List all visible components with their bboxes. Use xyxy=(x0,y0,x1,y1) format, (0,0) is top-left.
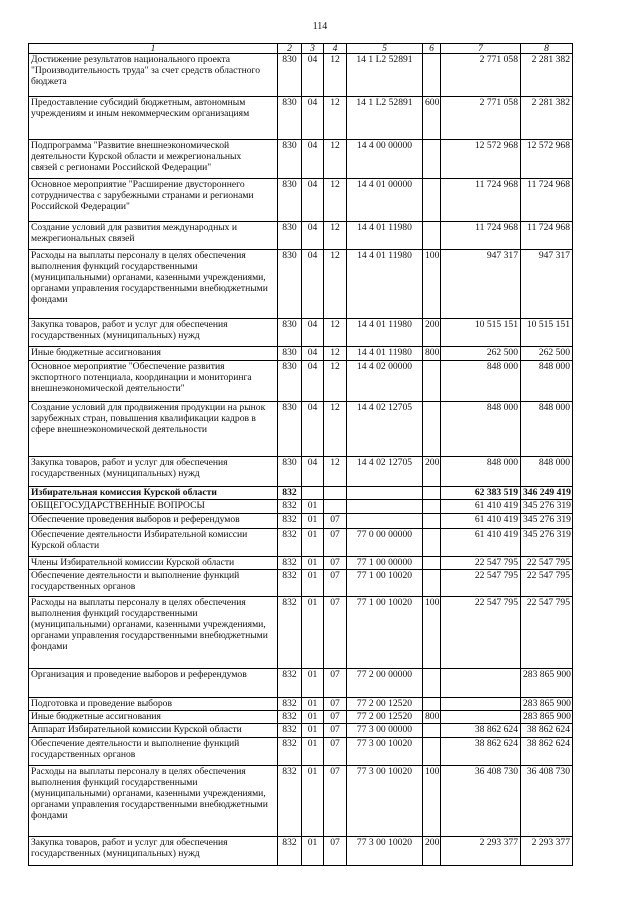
amount-cell-col7: 61 410 419 xyxy=(441,529,521,557)
table-row xyxy=(29,766,573,837)
table-row xyxy=(29,347,573,361)
amount-cell-col7: 61 410 419 xyxy=(441,500,521,514)
amount-cell-col7 xyxy=(441,669,521,698)
section-cell: 01 xyxy=(302,711,324,724)
section-cell: 04 xyxy=(302,319,324,347)
target-article-cell: 77 1 00 00000 xyxy=(347,557,423,570)
expense-type-cell xyxy=(423,529,441,557)
section-cell: 04 xyxy=(302,140,324,179)
table-row xyxy=(29,738,573,766)
amount-cell-col7: 38 862 624 xyxy=(441,738,521,766)
expense-type-cell xyxy=(423,222,441,250)
amount-cell-col7: 2 293 377 xyxy=(441,837,521,866)
column-number-header: 6 xyxy=(423,44,441,54)
amount-cell-col8: 10 515 151 xyxy=(521,319,573,347)
ministry-code-cell: 830 xyxy=(278,457,302,487)
ministry-code-cell: 832 xyxy=(278,724,302,738)
target-article-cell: 77 3 00 00000 xyxy=(347,724,423,738)
description-cell: Иные бюджетные ассигнования xyxy=(29,347,278,361)
amount-cell-col8: 848 000 xyxy=(521,457,573,487)
ministry-code-cell: 830 xyxy=(278,97,302,140)
amount-cell-col8: 345 276 319 xyxy=(521,514,573,529)
expense-type-cell: 200 xyxy=(423,457,441,487)
table-header-row xyxy=(29,44,573,54)
description-cell: Основное мероприятие "Обеспечение развития экспортного потенциала, координации и мониторинга внешнеэкономической деятельности" xyxy=(29,361,278,402)
section-cell: 04 xyxy=(302,402,324,457)
expense-type-cell xyxy=(423,361,441,402)
table-row xyxy=(29,514,573,529)
description-cell: Создание условий для развития международных и межрегиональных связей xyxy=(29,222,278,250)
ministry-code-cell: 832 xyxy=(278,557,302,570)
amount-cell-col7: 61 410 419 xyxy=(441,514,521,529)
target-article-cell: 77 0 00 00000 xyxy=(347,529,423,557)
expense-type-cell xyxy=(423,402,441,457)
amount-cell-col8: 346 249 419 xyxy=(521,487,573,500)
expense-type-cell xyxy=(423,54,441,97)
table-row xyxy=(29,140,573,179)
description-cell: Подготовка и проведение выборов xyxy=(29,698,278,711)
section-cell: 04 xyxy=(302,250,324,319)
section-cell xyxy=(302,487,324,500)
section-cell: 01 xyxy=(302,738,324,766)
amount-cell-col7: 848 000 xyxy=(441,361,521,402)
section-cell: 01 xyxy=(302,724,324,738)
amount-cell-col8: 947 317 xyxy=(521,250,573,319)
target-article-cell: 14 4 02 12705 xyxy=(347,457,423,487)
amount-cell-col8: 283 865 900 xyxy=(521,698,573,711)
target-article-cell: 77 3 00 10020 xyxy=(347,738,423,766)
expense-type-cell: 100 xyxy=(423,597,441,669)
expense-type-cell: 800 xyxy=(423,347,441,361)
ministry-code-cell: 832 xyxy=(278,487,302,500)
expense-type-cell xyxy=(423,179,441,222)
target-article-cell: 77 2 00 12520 xyxy=(347,711,423,724)
target-article-cell: 77 2 00 12520 xyxy=(347,698,423,711)
column-number-header: 5 xyxy=(347,44,423,54)
ministry-code-cell: 832 xyxy=(278,529,302,557)
target-article-cell: 14 4 01 11980 xyxy=(347,347,423,361)
description-cell: Закупка товаров, работ и услуг для обеспечения государственных (муниципальных) нужд xyxy=(29,837,278,866)
amount-cell-col7: 36 408 730 xyxy=(441,766,521,837)
subsection-cell: 07 xyxy=(324,514,347,529)
table-row xyxy=(29,597,573,669)
subsection-cell: 07 xyxy=(324,698,347,711)
section-cell: 04 xyxy=(302,347,324,361)
section-cell: 01 xyxy=(302,766,324,837)
target-article-cell xyxy=(347,500,423,514)
description-cell: Закупка товаров, работ и услуг для обеспечения государственных (муниципальных) нужд xyxy=(29,457,278,487)
subsection-cell: 12 xyxy=(324,402,347,457)
target-article-cell: 77 3 00 10020 xyxy=(347,766,423,837)
amount-cell-col7: 947 317 xyxy=(441,250,521,319)
description-cell: Члены Избирательной комиссии Курской области xyxy=(29,557,278,570)
subsection-cell: 07 xyxy=(324,766,347,837)
subsection-cell: 12 xyxy=(324,179,347,222)
table-row xyxy=(29,570,573,597)
column-number-header: 3 xyxy=(302,44,324,54)
amount-cell-col8: 22 547 795 xyxy=(521,557,573,570)
ministry-code-cell: 830 xyxy=(278,140,302,179)
target-article-cell: 14 4 01 11980 xyxy=(347,250,423,319)
subsection-cell: 07 xyxy=(324,724,347,738)
table-row xyxy=(29,557,573,570)
description-cell: Подпрограмма "Развитие внешнеэкономической деятельности Курской области и межрегиональных связей с регионами Российской Федерации" xyxy=(29,140,278,179)
subsection-cell: 07 xyxy=(324,570,347,597)
subsection-cell: 12 xyxy=(324,222,347,250)
ministry-code-cell: 832 xyxy=(278,711,302,724)
table-row xyxy=(29,361,573,402)
section-cell: 01 xyxy=(302,557,324,570)
table-row xyxy=(29,250,573,319)
ministry-code-cell: 832 xyxy=(278,500,302,514)
section-cell: 01 xyxy=(302,669,324,698)
description-cell: Обеспечение деятельности Избирательной комиссии Курской области xyxy=(29,529,278,557)
table-row xyxy=(29,500,573,514)
amount-cell-col7: 22 547 795 xyxy=(441,570,521,597)
section-cell: 01 xyxy=(302,837,324,866)
amount-cell-col8: 22 547 795 xyxy=(521,570,573,597)
description-cell: ОБЩЕГОСУДАРСТВЕННЫЕ ВОПРОСЫ xyxy=(29,500,278,514)
expense-type-cell: 800 xyxy=(423,711,441,724)
amount-cell-col8: 848 000 xyxy=(521,402,573,457)
target-article-cell: 77 2 00 00000 xyxy=(347,669,423,698)
subsection-cell: 07 xyxy=(324,669,347,698)
expense-type-cell xyxy=(423,500,441,514)
amount-cell-col8: 2 281 382 xyxy=(521,97,573,140)
target-article-cell: 14 4 01 00000 xyxy=(347,179,423,222)
subsection-cell: 12 xyxy=(324,250,347,319)
description-cell: Иные бюджетные ассигнования xyxy=(29,711,278,724)
amount-cell-col7: 62 383 519 xyxy=(441,487,521,500)
description-cell: Достижение результатов национального проекта "Производительность труда" за счет средств областного бюджета xyxy=(29,54,278,97)
amount-cell-col7: 11 724 968 xyxy=(441,222,521,250)
ministry-code-cell: 830 xyxy=(278,54,302,97)
column-number-header: 4 xyxy=(324,44,347,54)
table-row xyxy=(29,457,573,487)
appropriations-table xyxy=(28,43,573,866)
amount-cell-col7: 848 000 xyxy=(441,457,521,487)
description-cell: Избирательная комиссия Курской области xyxy=(29,487,278,500)
subsection-cell xyxy=(324,500,347,514)
amount-cell-col8: 38 862 624 xyxy=(521,738,573,766)
expense-type-cell xyxy=(423,557,441,570)
description-cell: Расходы на выплаты персоналу в целях обеспечения выполнения функций государственными (муниципальными) органами, казенными учреждениями, органами управления государственными внебюджетными фондами xyxy=(29,597,278,669)
expense-type-cell xyxy=(423,724,441,738)
amount-cell-col7: 848 000 xyxy=(441,402,521,457)
table-body xyxy=(29,54,573,866)
target-article-cell: 14 4 01 11980 xyxy=(347,319,423,347)
table-row xyxy=(29,54,573,97)
subsection-cell: 12 xyxy=(324,319,347,347)
expense-type-cell: 100 xyxy=(423,250,441,319)
description-cell: Закупка товаров, работ и услуг для обеспечения государственных (муниципальных) нужд xyxy=(29,319,278,347)
expense-type-cell: 200 xyxy=(423,319,441,347)
amount-cell-col8: 345 276 319 xyxy=(521,500,573,514)
table-row xyxy=(29,698,573,711)
table-row xyxy=(29,529,573,557)
section-cell: 01 xyxy=(302,529,324,557)
section-cell: 04 xyxy=(302,97,324,140)
amount-cell-col8: 11 724 968 xyxy=(521,222,573,250)
expense-type-cell xyxy=(423,570,441,597)
expense-type-cell xyxy=(423,698,441,711)
section-cell: 04 xyxy=(302,361,324,402)
target-article-cell: 14 4 02 12705 xyxy=(347,402,423,457)
description-cell: Расходы на выплаты персоналу в целях обеспечения выполнения функций государственными (муниципальными) органами, казенными учреждениями, органами управления государственными внебюджетными фондами xyxy=(29,766,278,837)
ministry-code-cell: 832 xyxy=(278,837,302,866)
amount-cell-col7: 22 547 795 xyxy=(441,597,521,669)
ministry-code-cell: 830 xyxy=(278,361,302,402)
amount-cell-col7 xyxy=(441,698,521,711)
amount-cell-col8: 848 000 xyxy=(521,361,573,402)
table-row xyxy=(29,837,573,866)
amount-cell-col7: 12 572 968 xyxy=(441,140,521,179)
column-number-header: 1 xyxy=(29,44,278,54)
ministry-code-cell: 832 xyxy=(278,597,302,669)
expense-type-cell: 600 xyxy=(423,97,441,140)
section-cell: 01 xyxy=(302,698,324,711)
target-article-cell xyxy=(347,514,423,529)
ministry-code-cell: 832 xyxy=(278,698,302,711)
description-cell: Организация и проведение выборов и референдумов xyxy=(29,669,278,698)
ministry-code-cell: 830 xyxy=(278,179,302,222)
target-article-cell: 14 1 L2 52891 xyxy=(347,97,423,140)
ministry-code-cell: 832 xyxy=(278,514,302,529)
subsection-cell: 12 xyxy=(324,140,347,179)
description-cell: Создание условий для продвижения продукции на рынок зарубежных стран, повышения квалификации кадров в сфере внешнеэкономической деятельности xyxy=(29,402,278,457)
ministry-code-cell: 832 xyxy=(278,766,302,837)
column-number-header: 7 xyxy=(441,44,521,54)
amount-cell-col8: 36 408 730 xyxy=(521,766,573,837)
page-number: 114 xyxy=(312,21,328,32)
table-row xyxy=(29,319,573,347)
amount-cell-col8: 345 276 319 xyxy=(521,529,573,557)
amount-cell-col7: 2 771 058 xyxy=(441,97,521,140)
table-row xyxy=(29,724,573,738)
expense-type-cell xyxy=(423,140,441,179)
amount-cell-col8: 12 572 968 xyxy=(521,140,573,179)
column-number-header: 8 xyxy=(521,44,573,54)
expense-type-cell: 100 xyxy=(423,766,441,837)
target-article-cell: 14 4 00 00000 xyxy=(347,140,423,179)
expense-type-cell xyxy=(423,738,441,766)
subsection-cell: 12 xyxy=(324,97,347,140)
ministry-code-cell: 832 xyxy=(278,738,302,766)
ministry-code-cell: 832 xyxy=(278,669,302,698)
description-cell: Обеспечение проведения выборов и референдумов xyxy=(29,514,278,529)
target-article-cell: 77 3 00 10020 xyxy=(347,837,423,866)
ministry-code-cell: 830 xyxy=(278,319,302,347)
description-cell: Обеспечение деятельности и выполнение функций государственных органов xyxy=(29,738,278,766)
amount-cell-col7: 38 862 624 xyxy=(441,724,521,738)
subsection-cell: 07 xyxy=(324,597,347,669)
section-cell: 01 xyxy=(302,514,324,529)
target-article-cell: 77 1 00 10020 xyxy=(347,570,423,597)
section-cell: 04 xyxy=(302,457,324,487)
subsection-cell: 07 xyxy=(324,529,347,557)
ministry-code-cell: 830 xyxy=(278,402,302,457)
subsection-cell: 07 xyxy=(324,837,347,866)
section-cell: 01 xyxy=(302,570,324,597)
table-row xyxy=(29,97,573,140)
subsection-cell: 12 xyxy=(324,361,347,402)
amount-cell-col7: 10 515 151 xyxy=(441,319,521,347)
expense-type-cell xyxy=(423,487,441,500)
target-article-cell xyxy=(347,487,423,500)
amount-cell-col8: 22 547 795 xyxy=(521,597,573,669)
table-row xyxy=(29,222,573,250)
expense-type-cell xyxy=(423,669,441,698)
subsection-cell: 12 xyxy=(324,457,347,487)
amount-cell-col7: 262 500 xyxy=(441,347,521,361)
ministry-code-cell: 832 xyxy=(278,570,302,597)
subsection-cell: 07 xyxy=(324,711,347,724)
ministry-code-cell: 830 xyxy=(278,222,302,250)
amount-cell-col7 xyxy=(441,711,521,724)
amount-cell-col8: 11 724 968 xyxy=(521,179,573,222)
amount-cell-col8: 38 862 624 xyxy=(521,724,573,738)
section-cell: 01 xyxy=(302,500,324,514)
description-cell: Основное мероприятие "Расширение двустороннего сотрудничества с зарубежными странами и регионами Российской Федерации" xyxy=(29,179,278,222)
table-row xyxy=(29,669,573,698)
amount-cell-col7: 11 724 968 xyxy=(441,179,521,222)
table-row xyxy=(29,402,573,457)
expense-type-cell xyxy=(423,514,441,529)
section-cell: 04 xyxy=(302,54,324,97)
description-cell: Расходы на выплаты персоналу в целях обеспечения выполнения функций государственными (муниципальными) органами, казенными учреждениями, органами управления государственными внебюджетными фондами xyxy=(29,250,278,319)
description-cell: Предоставление субсидий бюджетным, автономным учреждениям и иным некоммерческим организациям xyxy=(29,97,278,140)
amount-cell-col7: 2 771 058 xyxy=(441,54,521,97)
description-cell: Обеспечение деятельности и выполнение функций государственных органов xyxy=(29,570,278,597)
column-number-header: 2 xyxy=(278,44,302,54)
table-row xyxy=(29,711,573,724)
target-article-cell: 77 1 00 10020 xyxy=(347,597,423,669)
expense-type-cell: 200 xyxy=(423,837,441,866)
amount-cell-col8: 283 865 900 xyxy=(521,711,573,724)
table-row xyxy=(29,487,573,500)
ministry-code-cell: 830 xyxy=(278,250,302,319)
amount-cell-col8: 2 281 382 xyxy=(521,54,573,97)
target-article-cell: 14 4 02 00000 xyxy=(347,361,423,402)
amount-cell-col8: 2 293 377 xyxy=(521,837,573,866)
section-cell: 01 xyxy=(302,597,324,669)
section-cell: 04 xyxy=(302,179,324,222)
section-cell: 04 xyxy=(302,222,324,250)
subsection-cell: 12 xyxy=(324,347,347,361)
subsection-cell: 07 xyxy=(324,557,347,570)
amount-cell-col8: 283 865 900 xyxy=(521,669,573,698)
target-article-cell: 14 1 L2 52891 xyxy=(347,54,423,97)
description-cell: Аппарат Избирательной комиссии Курской области xyxy=(29,724,278,738)
amount-cell-col7: 22 547 795 xyxy=(441,557,521,570)
target-article-cell: 14 4 01 11980 xyxy=(347,222,423,250)
ministry-code-cell: 830 xyxy=(278,347,302,361)
table-row xyxy=(29,179,573,222)
subsection-cell: 12 xyxy=(324,54,347,97)
subsection-cell xyxy=(324,487,347,500)
subsection-cell: 07 xyxy=(324,738,347,766)
amount-cell-col8: 262 500 xyxy=(521,347,573,361)
